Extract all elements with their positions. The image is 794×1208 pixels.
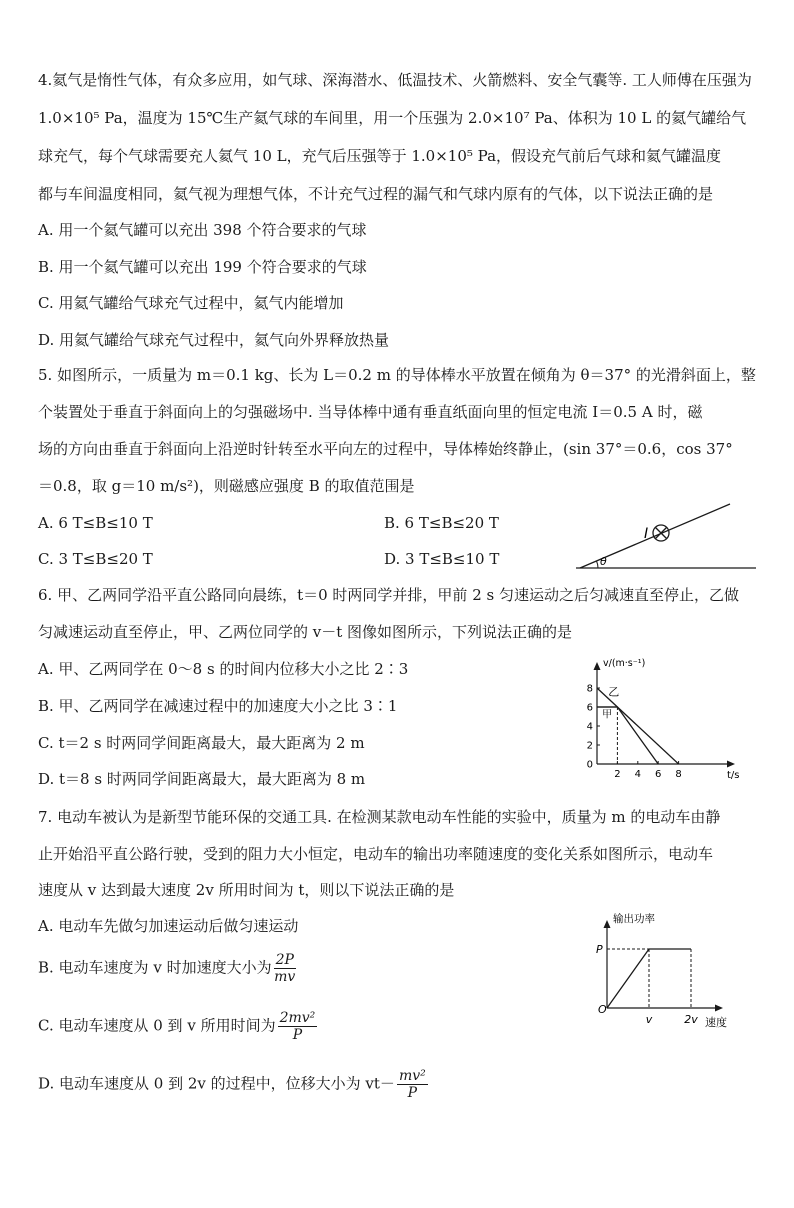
q4-stem-line: 球充气，每个气球需要充人氦气 10 L，充气后压强等于 1.0×10⁵ Pa，假设充气前后气球和氦气罐温度 [38, 147, 722, 165]
y-tick-label: 0 [586, 759, 593, 771]
q7-option-c [38, 1010, 317, 1043]
numerator: 2P [275, 952, 294, 968]
q5-stem-line: 5. 如图所示，一质量为 m＝0.1 kg、长为 L＝0.2 m 的导体棒水平放置在倾角为 θ＝37° 的光滑斜面上，整 [38, 366, 756, 384]
power-chart [585, 908, 750, 1033]
q5-option-a: A. 6 T≤B≤10 T [38, 514, 153, 532]
q6-option-b: B. 甲、乙两同学在减速过程中的加速度大小之比 3∶1 [38, 697, 398, 715]
y-tick-label: 8 [586, 683, 593, 695]
denominator: P [292, 1027, 303, 1043]
q5-stem-line: 场的方向由垂直于斜面向上沿逆时针转至水平向左的过程中，导体棒始终静止，(sin 37°＝0.6，cos 37° [38, 440, 733, 458]
y-tick-label: 4 [586, 721, 593, 733]
current-into-page-icon [653, 525, 669, 541]
x-tick-label: 4 [634, 769, 641, 780]
q5-option-b: B. 6 T≤B≤20 T [384, 514, 499, 532]
q5-stem-line: ＝0.8，取 g＝10 m/s²)，则磁感应强度 B 的取值范围是 [38, 477, 415, 495]
y-axis-arrow [594, 662, 601, 670]
q7-option-d-text: D. 电动车速度从 0 到 2v 的过程中，位移大小为 vt－ [38, 1074, 395, 1093]
y-axis-label: 输出功率 [613, 913, 655, 925]
q7-option-d [38, 1068, 428, 1101]
q7-option-a: A. 电动车先做匀加速运动后做匀速运动 [38, 917, 299, 935]
q4-stem-line: 4.氦气是惰性气体，有众多应用，如气球、深海潜水、低温技术、火箭燃料、安全气囊等. 工人师傅在压强为 [38, 71, 752, 89]
angle-arc [597, 561, 599, 568]
angle-label: θ [600, 555, 607, 568]
x-tick-label: 8 [675, 769, 682, 780]
x-marker-label: v [645, 1013, 653, 1026]
fraction [274, 952, 296, 985]
q4-option-a: A. 用一个氦气罐可以充出 398 个符合要求的气球 [38, 221, 367, 239]
legend-yi: 乙 [608, 685, 620, 699]
q5-option-d: D. 3 T≤B≤10 T [384, 550, 500, 568]
q7-option-c-text: C. 电动车速度从 0 到 v 所用时间为 [38, 1016, 276, 1035]
q6-stem-line: 匀减速运动直至停止，甲、乙两位同学的 v－t 图像如图所示，下列说法正确的是 [38, 623, 573, 641]
y-tick-label: 6 [586, 702, 593, 714]
series-line-yi [597, 685, 679, 764]
q4-option-d: D. 用氦气罐给气球充气过程中，氦气向外界释放热量 [38, 331, 390, 349]
q5-option-c: C. 3 T≤B≤20 T [38, 550, 153, 568]
denominator: mv [274, 969, 296, 985]
x-tick-label: 6 [655, 769, 662, 780]
y-marker-label: P [596, 943, 603, 956]
denominator: P [407, 1085, 418, 1101]
x-axis-arrow [727, 761, 735, 768]
vt-chart [575, 650, 745, 785]
q6-stem-line: 6. 甲、乙两同学沿平直公路同向晨练，t＝0 时两同学并排，甲前 2 s 匀速运动之后匀减速直至停止，乙做 [38, 586, 739, 604]
y-tick-label: 2 [586, 740, 593, 752]
fraction [278, 1010, 318, 1043]
q7-option-b [38, 952, 296, 985]
q5-stem-line: 个装置处于垂直于斜面向上的匀强磁场中. 当导体棒中通有垂直纸面向里的恒定电流 I＝0.5 A 时，磁 [38, 403, 703, 421]
legend-jia: 甲 [602, 709, 613, 721]
q7-stem-line: 速度从 v 达到最大速度 2v 所用时间为 t，则以下说法正确的是 [38, 881, 455, 899]
y-axis-arrow [604, 920, 611, 928]
x-axis-arrow [715, 1005, 723, 1012]
q4-stem-line: 都与车间温度相同，氦气视为理想气体，不计充气过程的漏气和气球内原有的气体，以下说法正确的是 [38, 185, 714, 203]
q6-option-c: C. t＝2 s 时两同学间距离最大，最大距离为 2 m [38, 734, 365, 752]
fraction [397, 1068, 428, 1101]
numerator: mv² [398, 1068, 426, 1084]
x-axis-label: 速度 [705, 1016, 727, 1029]
q4-option-b: B. 用一个氦气罐可以充出 199 个符合要求的气球 [38, 258, 367, 276]
q6-option-a: A. 甲、乙两同学在 0～8 s 的时间内位移大小之比 2∶3 [38, 660, 409, 678]
q4-option-c: C. 用氦气罐给气球充气过程中，氦气内能增加 [38, 294, 344, 312]
incline-figure [570, 500, 760, 572]
origin-label: O [598, 1003, 607, 1016]
q7-stem-line: 止开始沿平直公路行驶，受到的阻力大小恒定，电动车的输出功率随速度的变化关系如图所示，电动车 [38, 845, 714, 863]
q6-option-d: D. t＝8 s 时两同学间距离最大，最大距离为 8 m [38, 770, 366, 788]
q4-stem-line: 1.0×10⁵ Pa，温度为 15℃生产氦气球的车间里，用一个压强为 2.0×10⁷ Pa、体积为 10 L 的氦气罐给气 [38, 109, 747, 127]
x-axis-label: t/s [727, 770, 740, 781]
numerator: 2mv² [279, 1010, 316, 1026]
x-marker-label: 2v [684, 1013, 698, 1026]
current-label: I [644, 526, 649, 542]
q7-option-b-text: B. 电动车速度为 v 时加速度大小为 [38, 958, 272, 977]
x-tick-label: 2 [614, 769, 621, 780]
q7-stem-line: 7. 电动车被认为是新型节能环保的交通工具. 在检测某款电动车性能的实验中，质量为 m 的电动车由静 [38, 808, 721, 826]
y-axis-label: v/(m·s⁻¹) [603, 658, 646, 669]
